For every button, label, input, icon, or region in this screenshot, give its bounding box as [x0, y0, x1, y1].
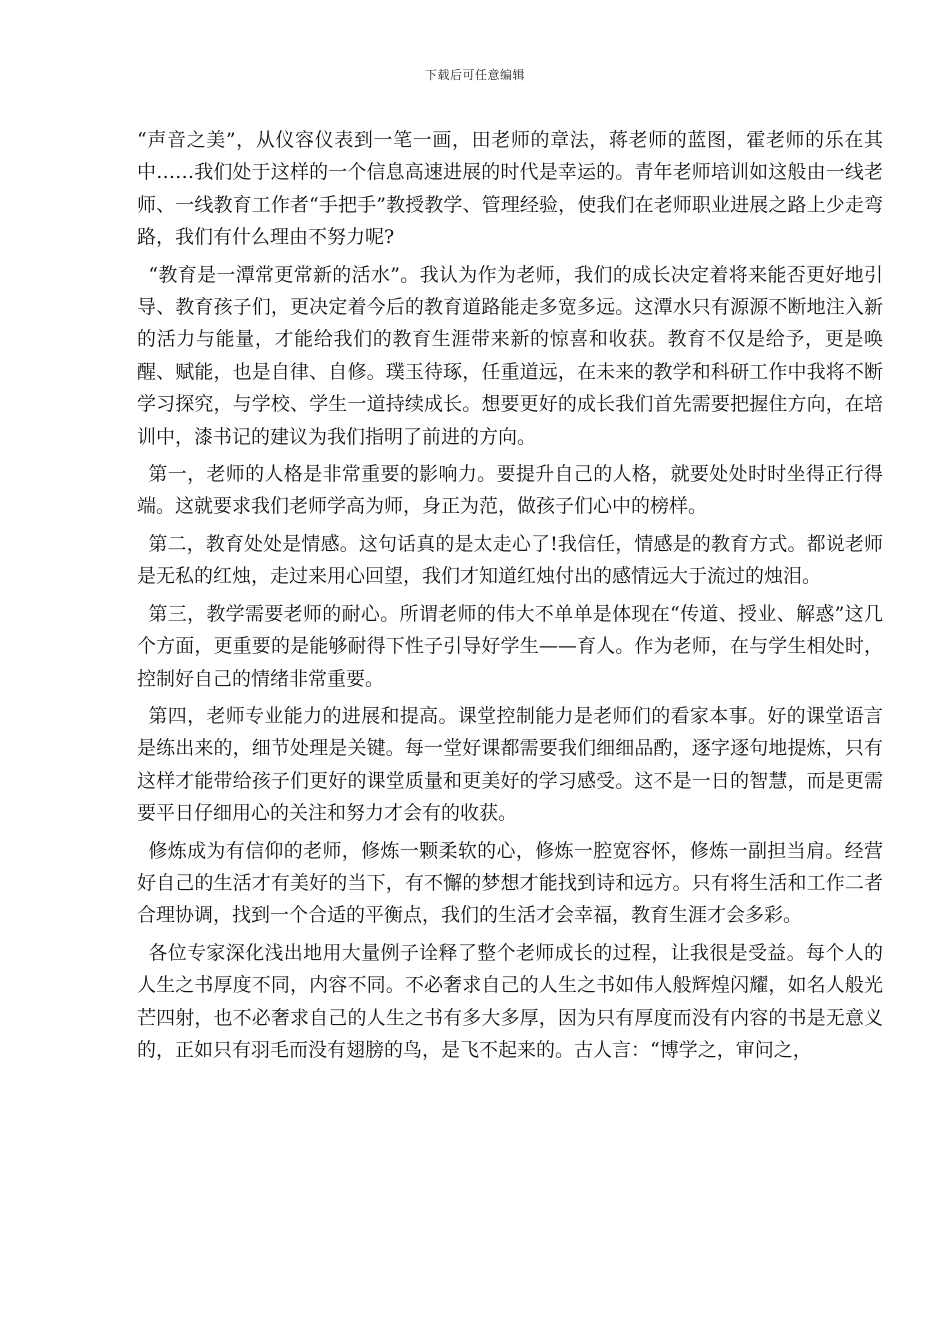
document-body — [137, 124, 883, 1071]
paragraph-8: 各位专家深化浅出地用大量例子诠释了整个老师成长的过程，让我很是受益。每个人的人生之书厚度不同，内容不同。不必奢求自己的人生之书如伟人般辉煌闪耀，如名人般光芒四射，也不必奢求自己的人生之书有多大多厚，因为只有厚度而没有内容的书是无意义的，正如只有羽毛而没有翅膀的鸟，是飞不起来的。古人言：“博学之，审问之， — [137, 941, 883, 1061]
paragraph-6: 第四，老师专业能力的进展和提高。课堂控制能力是老师们的看家本事。好的课堂语言是练出来的，细节处理是关键。每一堂好课都需要我们细细品酌，逐字逐句地提炼，只有这样才能带给孩子们更好的课堂质量和更美好的学习感受。这不是一日的智慧，而是更需要平日仔细用心的关注和努力才会有的收获。 — [137, 704, 883, 825]
paragraph-1: “声音之美”，从仪容仪表到一笔一画，田老师的章法，蒋老师的蓝图，霍老师的乐在其中……我们处于这样的一个信息高速进展的时代是幸运的。青年老师培训如这般由一线老师、一线教育工作者“手把手”教授教学、管理经验，使我们在老师职业进展之路上少走弯路，我们有什么理由不努力呢? — [137, 129, 883, 249]
paragraph-2: “教育是一潭常更常新的活水”。我认为作为老师，我们的成长决定着将来能否更好地引导、教育孩子们，更决定着今后的教育道路能走多宽多远。这潭水只有源源不断地注入新的活力与能量，才能给我们的教育生涯带来新的惊喜和收获。教育不仅是给予，更是唤醒、赋能，也是自律、自修。璞玉待琢，任重道远，在未来的教学和科研工作中我将不断学习探究，与学校、学生一道持续成长。想要更好的成长我们首先需要把握住方向，在培训中，漆书记的建议为我们指明了前进的方向。 — [137, 263, 883, 448]
paragraph-3: 第一，老师的人格是非常重要的影响力。要提升自己的人格，就要处处时时坐得正行得端。这就要求我们老师学高为师，身正为范，做孩子们心中的榜样。 — [137, 463, 883, 518]
page-header: 下载后可任意编辑 — [424, 68, 525, 82]
paragraph-4: 第二，教育处处是情感。这句话真的是太走心了!我信任，情感是的教育方式。都说老师是无私的红烛，走过来用心回望，我们才知道红烛付出的感情远大于流过的烛泪。 — [137, 532, 883, 588]
paragraph-7: 修炼成为有信仰的老师，修炼一颗柔软的心，修炼一腔宽容怀，修炼一副担当肩。经营好自己的生活才有美好的当下，有不懈的梦想才能找到诗和远方。只有将生活和工作二者合理协调，找到一个合适的平衡点，我们的生活才会幸福，教育生涯才会多彩。 — [137, 839, 883, 927]
paragraph-5: 第三，教学需要老师的耐心。所谓老师的伟大不单单是体现在“传道、授业、解惑”这几个方面，更重要的是能够耐得下性子引导好学生——育人。作为老师，在与学生相处时，控制好自己的情绪非常重要。 — [137, 602, 883, 690]
